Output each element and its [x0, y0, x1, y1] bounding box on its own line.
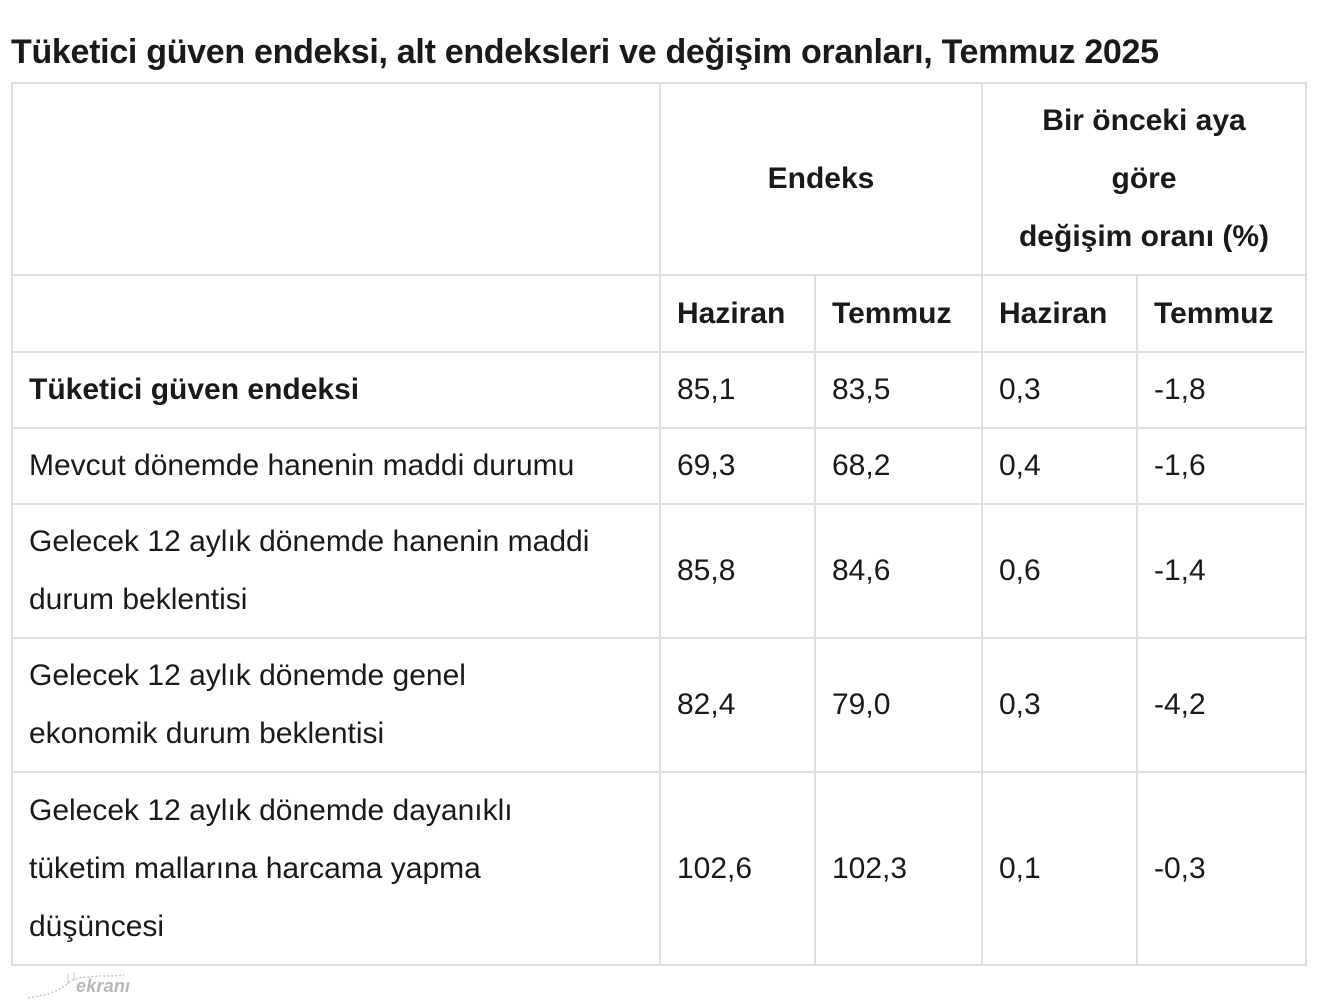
value-endeks-temmuz: 68,2	[815, 428, 982, 504]
row-label	[12, 504, 660, 638]
row-label-line: Gelecek 12 aylık dönemde dayanıklı	[29, 793, 513, 827]
value-endeks-temmuz: 83,5	[815, 352, 982, 428]
row-label-line: Gelecek 12 aylık dönemde hanenin maddi	[29, 525, 590, 558]
sub-header-endeks-haziran: Haziran	[660, 275, 815, 352]
value-change-temmuz: -4,2	[1137, 638, 1306, 772]
header-monthly-change-line: Bir önceki aya	[1042, 104, 1246, 137]
header-monthly-change-line: değişim oranı (%)	[1018, 220, 1270, 253]
page-title: Tüketici güven endeksi, alt endeksleri ve değişim oranları, Temmuz 2025	[11, 33, 1159, 71]
value-change-temmuz: -1,6	[1137, 428, 1306, 504]
row-label	[12, 772, 660, 965]
value-endeks-haziran: 85,8	[660, 504, 815, 638]
value-endeks-temmuz: 84,6	[815, 504, 982, 638]
sub-header-change-temmuz: Temmuz	[1137, 275, 1306, 352]
header-endeks: Endeks	[660, 83, 982, 275]
sub-header-change-haziran: Haziran	[982, 275, 1137, 352]
row-label-line: tüketim mallarına harcama yapma	[29, 851, 481, 885]
row-label-line: düşüncesi	[29, 909, 165, 943]
header-monthly-change-line: göre	[1111, 162, 1177, 195]
value-endeks-haziran: 82,4	[660, 638, 815, 772]
sub-header-endeks-temmuz: Temmuz	[815, 275, 982, 352]
row-label-line: Gelecek 12 aylık dönemde genel	[29, 659, 466, 692]
value-endeks-haziran: 85,1	[660, 352, 815, 428]
value-change-temmuz: -1,8	[1137, 352, 1306, 428]
value-endeks-temmuz: 102,3	[815, 772, 982, 965]
value-change-haziran: 0,3	[982, 638, 1137, 772]
value-endeks-temmuz: 79,0	[815, 638, 982, 772]
row-label: Mevcut dönemde hanenin maddi durumu	[12, 428, 660, 504]
table-row	[12, 428, 1306, 504]
consumer-confidence-table	[11, 82, 1307, 966]
value-change-temmuz: -1,4	[1137, 504, 1306, 638]
value-change-haziran: 0,6	[982, 504, 1137, 638]
watermark-text: ekranı	[76, 976, 131, 996]
sub-header-row	[12, 275, 1306, 352]
value-endeks-haziran: 69,3	[660, 428, 815, 504]
value-change-haziran: 0,4	[982, 428, 1137, 504]
table-row	[12, 772, 1306, 965]
table-row	[12, 638, 1306, 772]
table-row	[12, 504, 1306, 638]
table-row	[12, 352, 1306, 428]
value-endeks-haziran: 102,6	[660, 772, 815, 965]
header-empty-cell	[12, 83, 660, 275]
row-label	[12, 638, 660, 772]
row-label-line: ekonomik durum beklentisi	[29, 717, 385, 750]
value-change-haziran: 0,1	[982, 772, 1137, 965]
group-header-row	[12, 83, 1306, 275]
row-label-line: durum beklentisi	[29, 583, 248, 616]
value-change-temmuz: -0,3	[1137, 772, 1306, 965]
row-label: Tüketici güven endeksi	[12, 352, 660, 428]
sub-header-empty-cell	[12, 275, 660, 352]
header-monthly-change	[982, 83, 1306, 275]
value-change-haziran: 0,3	[982, 352, 1137, 428]
